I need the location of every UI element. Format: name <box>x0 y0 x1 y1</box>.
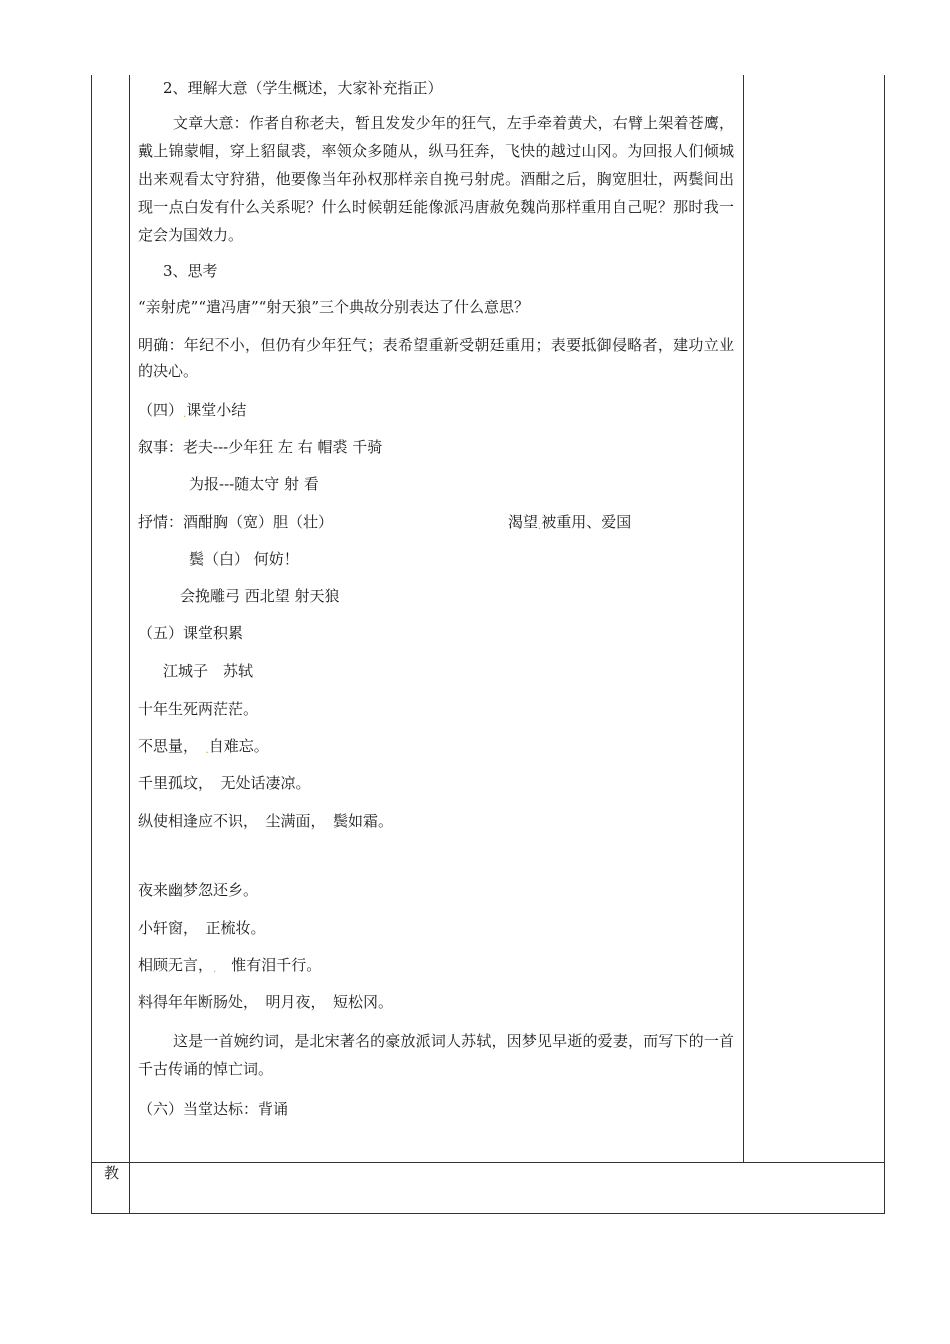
section-2-heading: 2、理解大意（学生概述，大家补充指正） <box>163 79 443 97</box>
section-3-answer: 明确：年纪不小，但仍有少年狂气；表希望重新受朝廷重用；表要抵御侵略者，建功立业的决心。 <box>138 336 734 380</box>
poem-line-6: 小轩窗， 正梳妆。 <box>138 919 266 937</box>
poem-line-2: 不思量， .自难忘。 <box>138 737 269 756</box>
poem-line-8: 料得年年断肠处， 明月夜， 短松冈。 <box>138 993 394 1011</box>
summary-line-1: 叙事：老夫---少年狂 左 右 帽裘 千骑 <box>138 438 383 456</box>
table-border-right <box>884 75 885 1214</box>
dot-mark: . <box>538 521 542 532</box>
table-divider-col2 <box>743 75 744 1163</box>
poem-line-3: 千里孤坟， 无处话凄凉。 <box>138 774 311 792</box>
section-5-heading: （五）课堂积累 <box>138 624 244 642</box>
poem-line-5: 夜来幽梦忽还乡。 <box>138 881 259 899</box>
dot-mark: . <box>213 964 217 975</box>
poem-line-1: 十年生死两茫茫。 <box>138 700 259 718</box>
dot-mark: . <box>205 745 209 756</box>
summary-line-5: 会挽雕弓 西北望 射天狼 <box>180 587 340 605</box>
table-border-bottom <box>91 1213 885 1214</box>
poem-note: 这是一首婉约词，是北宋著名的豪放派词人苏轼，因梦见早逝的爱妻，而写下的一首千古传诵的悼亡词。 <box>138 1032 734 1078</box>
section-2-summary: 文章大意：作者自称老夫，暂且发发少年的狂气，左手牵着黄犬，右臂上架着苍鹰，戴上锦蒙帽，穿上貂鼠裘，率领众多随从，纵马狂奔，飞快的越过山冈。为回报人们倾城出来观看太守狩猎，他要像当年孙权那样亲自挽弓射虎。酒酣之后，胸宽胆壮，两鬓间出现一点白发有什么关系呢？什么时候朝廷能像派冯唐赦免魏尚那样重用自己呢？那时我一定会为国效力。 <box>138 114 734 244</box>
poem-line-4: 纵使相逢应不识， 尘满面， 鬓如霜。 <box>138 812 394 830</box>
section-3-question: “亲射虎”“遣冯唐”“射天狼”三个典故分别表达了什么意思？ <box>138 298 530 316</box>
dot-mark: . <box>183 409 187 420</box>
summary-line-3-right: 渴望.被重用、爱国 <box>508 513 632 532</box>
table-divider-col1 <box>129 75 130 1214</box>
summary-line-3-left: 抒情：酒酣胸（宽）胆（壮） <box>138 513 334 531</box>
section-6-heading: （六）当堂达标：背诵 <box>138 1100 289 1118</box>
left-column-label: 教 <box>104 1164 120 1182</box>
table-border-left <box>91 75 92 1214</box>
summary-line-2: 为报---随太守 射 看 <box>189 475 319 493</box>
section-4-heading: （四）.课堂小结 <box>138 401 247 420</box>
table-row-divider <box>91 1162 885 1163</box>
poem-line-7: 相顾无言，. 惟有泪千行。 <box>138 956 322 975</box>
summary-line-4: 鬓（白） 何妨！ <box>189 550 299 568</box>
section-3-heading: 3、思考 <box>163 262 218 280</box>
poem-title: 江城子 苏轼 <box>163 662 254 680</box>
